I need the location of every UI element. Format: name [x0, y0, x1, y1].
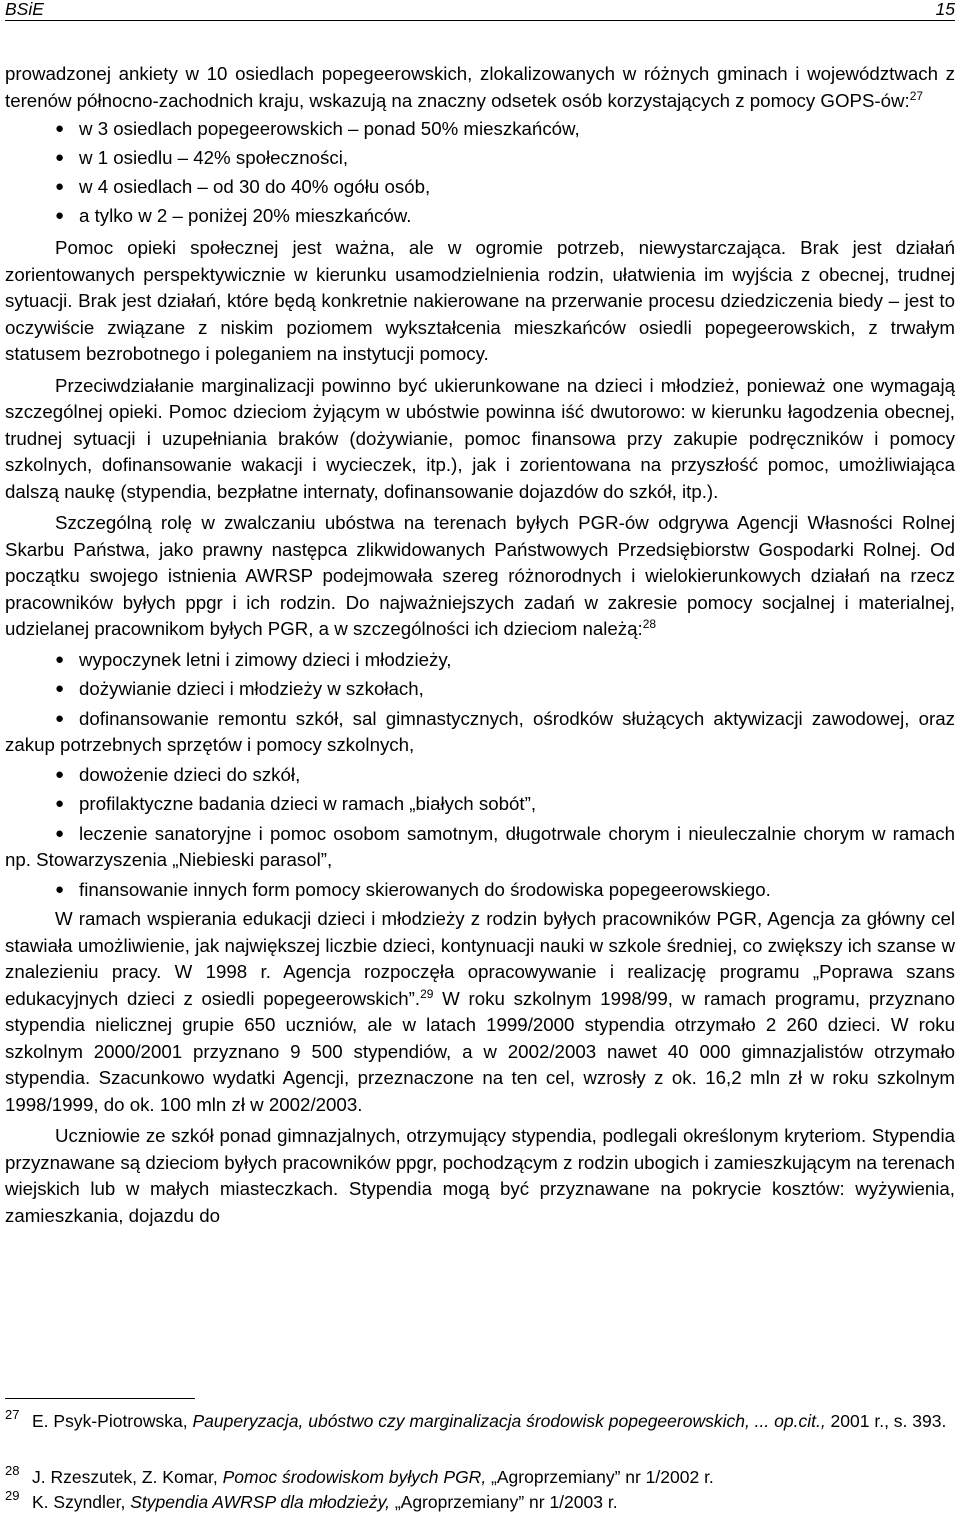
bullet-icon: ● [55, 765, 65, 783]
list-item-text: leczenie sanatoryjne i pomoc osobom samotnym, długotrwale chorym i nieuleczalnie chorym w ramach np. Stowarzyszenia „Niebieski parasol”, [5, 822, 955, 870]
footnote-title: Pauperyzacja, ubóstwo czy marginalizacja środowisk popegeerowskich, ... op.cit., [192, 1411, 826, 1431]
list-item-text: a tylko w 2 – poniżej 20% mieszkańców. [79, 205, 412, 226]
bullet-icon: ● [55, 207, 65, 224]
footnote-title: Pomoc środowiskom byłych PGR, [222, 1467, 487, 1487]
paragraph-text: W ramach wspierania edukacji dzieci i młodzieży z rodzin byłych pracowników PGR, Agencja za główny cel stawiała umożliwienie, jak największej liczbie dzieci, kontynuacji nauki w szkole średniej, co zwiększy ich szanse w znalezieniu pracy. W 1998 r. Agencja rozpoczęła opracowywanie i realizację programu „Poprawa szans edukacyjnych dzieci z osiedli popegeerowskich”. [5, 908, 955, 1009]
list-item [5, 791, 955, 818]
list-item-text: w 3 osiedlach popegeerowskich – ponad 50% mieszkańców, [79, 118, 580, 139]
footnote-source: „Agroprzemiany” nr 1/2002 r. [486, 1467, 714, 1487]
list-item [5, 762, 955, 789]
paragraph [5, 906, 955, 1118]
list-item-text: wypoczynek letni i zimowy dzieci i młodzieży, [79, 648, 452, 670]
list-item-text: dowożenie dzieci do szkół, [79, 763, 301, 785]
footnote-ref[interactable]: 29 [420, 986, 434, 1001]
document-body [5, 61, 955, 1229]
footnote [5, 1409, 955, 1433]
bullet-icon: ● [55, 795, 65, 812]
paragraph-text: W roku szkolnym 1998/99, w ramach programu, przyznano stypendia nielicznej grupie 650 uczniów, ale w latach 1999/2000 stypendia otrzymało 2 260 dzieci. W roku szkolnym 2000/2001 przyznano 9 500 stypendiów, a w 2002/2003 nawet 40 000 gimnazjalistów otrzymało stypendia. Szacunkowo wydatki Agencji, przeznaczone na ten cel, wzrosły z ok. 16,2 mln zł w roku szkolnym 1998/1999, do ok. 100 mln zł w 2002/2003. [5, 987, 955, 1115]
bullet-icon: ● [55, 178, 65, 195]
list-item [5, 877, 955, 904]
footnote-author: J. Rzeszutek, Z. Komar, [32, 1467, 223, 1487]
list-item [5, 706, 955, 759]
paragraph [5, 510, 955, 643]
footnote-title: Stypendia AWRSP dla młodzieży, [130, 1492, 390, 1512]
page-number: 15 [935, 0, 955, 19]
footnote-author: K. Szyndler, [32, 1492, 131, 1512]
footnote-number: 27 [5, 1407, 20, 1422]
list-item-text: profilaktyczne badania dzieci w ramach „białych sobót”, [79, 793, 537, 814]
paragraph: Pomoc opieki społecznej jest ważna, ale w ogromie potrzeb, niewystarczająca. Brak jest działań zorientowanych perspektywicznie w kierunku usamodzielnienia rodzin, ułatwienia im wyjścia z obecnej, trudnej sytuacji. Brak jest działań, które będą konkretnie nakierowane na przerwanie procesu dziedziczenia biedy – jest to oczywiście związane z niskim poziomem wykształcenia mieszkańców osiedli popegeerowskich, z trwałym statusem bezrobotnego i poleganiem na instytucji pomocy. [5, 237, 955, 364]
list-item-text: w 1 osiedlu – 42% społeczności, [79, 147, 349, 168]
list-item [5, 647, 955, 674]
paragraph: Uczniowie ze szkół ponad gimnazjalnych, otrzymujący stypendia, podlegali określonym kryteriom. Stypendia przyznawane są dzieciom byłych pracowników ppgr, pochodzącym z rodzin ubogich i zamieszkującym na terenach wiejskich lub w małych miasteczkach. Stypendia mogą być przyznawane na pokrycie kosztów: wyżywienia, zamieszkania, dojazdu do [5, 1125, 955, 1226]
paragraph [5, 61, 955, 114]
page-header [5, 0, 955, 21]
list-item-text: dożywianie dzieci i młodzieży w szkołach, [79, 678, 424, 699]
list-item [5, 143, 955, 172]
bullet-list [5, 647, 955, 904]
list-item-text: dofinansowanie remontu szkół, sal gimnastycznych, ośrodków służących aktywizacji zawodowej, oraz zakup potrzebnych sprzętów i pomocy szkolnych, [5, 707, 955, 755]
bullet-icon: ● [55, 149, 65, 166]
footnote-divider [5, 1398, 195, 1399]
list-item-text: w 4 osiedlach – od 30 do 40% ogółu osób, [79, 176, 431, 197]
list-item [5, 172, 955, 201]
footnote [5, 1490, 955, 1514]
list-item [5, 201, 955, 230]
footnote-ref[interactable]: 28 [642, 617, 657, 631]
footnote-number: 28 [5, 1463, 20, 1478]
list-item-text: finansowanie innych form pomocy skierowanych do środowiska popegeerowskiego. [79, 878, 771, 900]
bullet-icon: ● [55, 120, 65, 137]
footnote [5, 1465, 955, 1489]
bullet-icon: ● [55, 824, 65, 842]
list-item [5, 821, 955, 874]
footnote-source: „Agroprzemiany” nr 1/2003 r. [389, 1492, 618, 1512]
bullet-icon: ● [55, 680, 65, 697]
list-item [5, 114, 955, 143]
paragraph: Przeciwdziałanie marginalizacji powinno być ukierunkowane na dzieci i młodzież, ponieważ one wymagają szczególnej opieki. Pomoc dzieciom żyjącym w ubóstwie powinna iść dwutorowo: w kierunku łagodzenia obecnej, trudnej sytuacji i uzupełniania braków (dożywianie, pomoc finansowa przy zakupie podręczników i pomocy szkolnych, dofinansowanie wakacji i wycieczek, itp.), jak i zorientowana na przyszłość pomoc, umożliwiająca dalszą naukę (stypendia, bezpłatne internaty, dofinansowanie dojazdów do szkół, itp.). [5, 374, 955, 502]
footnote-author: E. Psyk-Piotrowska, [32, 1411, 193, 1431]
list-item [5, 676, 955, 703]
paragraph-text: prowadzonej ankiety w 10 osiedlach popegeerowskich, zlokalizowanych w różnych gminach i województwach z terenów północno-zachodnich kraju, wskazują na znaczny odsetek osób korzystających z pomocy GOPS-ów: [5, 63, 955, 111]
header-title: BSiE [5, 0, 44, 19]
bullet-icon: ● [55, 880, 65, 898]
footnote-number: 29 [5, 1488, 20, 1503]
bullet-icon: ● [55, 709, 65, 727]
paragraph-text: Szczególną rolę w zwalczaniu ubóstwa na terenach byłych PGR-ów odgrywa Agencji Własności Rolnej Skarbu Państwa, jako prawny następca zlikwidowanych Państwowych Przedsiębiorstw Gospodarki Rolnej. Od początku swojego istnienia AWRSP podejmowała szereg różnorodnych i wielokierunkowych działań na rzecz pracowników byłych ppgr i ich rodzin. Do najważniejszych zadań w zakresie pomocy socjalnej i materialnej, udzielanej pracownikom byłych PGR, a w szczególności ich dzieciom należą: [5, 512, 955, 639]
footnote-source: 2001 r., s. 393. [825, 1411, 947, 1431]
footnote-ref[interactable]: 27 [909, 88, 924, 103]
bullet-icon: ● [55, 650, 65, 668]
bullet-list [5, 114, 955, 230]
